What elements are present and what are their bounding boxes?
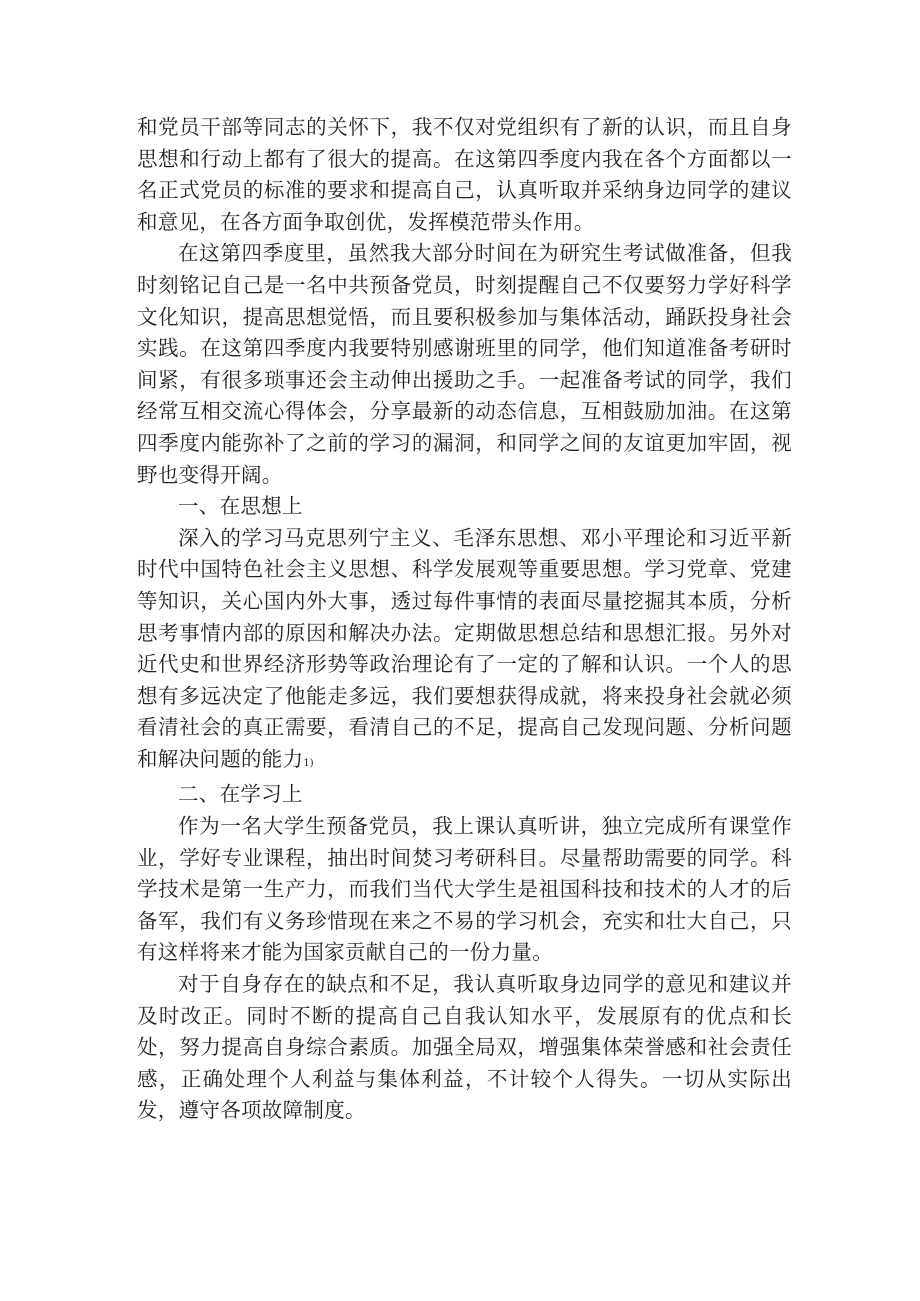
paragraph-shortcomings: 对于自身存在的缺点和不足，我认真听取身边同学的意见和建议并及时改正。同时不断的提高自己自我认知水平，发展原有的优点和长处，努力提高自身综合素质。加强全局双，增强集体荣誉感和社会责任感，正确处理个人利益与集体利益，不计较个人得失。一切从实际出发，遵守各项故障制度。	[137, 972, 792, 1123]
paragraph-fourth-quarter: 在这第四季度里，虽然我大部分时间在为研究生考试做准备，但我时刻铭记自己是一名中共预备党员，时刻提醒自己不仅要努力学好科学文化知识，提高思想觉悟，而且要积极参加与集体活动，踊跃投身社会实践。在这第四季度内我要特别感谢班里的同学，他们知道准备考研时间紧，有很多琐事还会主动伸出援助之手。一起准备考试的同学，我们经常互相交流心得体会，分享最新的动态信息，互相鼓励加油。在这第四季度内能弥补了之前的学习的漏洞，和同学之间的友谊更加牢固，视野也变得开阔。	[137, 241, 792, 487]
paragraph-thought	[137, 523, 792, 780]
paragraph-thought-text: 深入的学习马克思列宁主义、毛泽东思想、邓小平理论和习近平新时代中国特色社会主义思想、科学发展观等重要思想。学习党章、党建等知识，关心国内外大事，透过每件事情的表面尽量挖掘其本质，分析思考事情内部的原因和解决办法。定期做思想总结和思想汇报。另外对近代史和世界经济形势等政治理论有了一定的了解和认识。一个人的思想有多远决定了他能走多远，我们要想获得成就，将来投身社会就必须看清社会的真正需要，看清自己的不足，提高自己发现问题、分析问题和解决问题的能力	[137, 525, 792, 771]
document-body	[137, 112, 792, 1127]
footnote-mark: 1)	[303, 757, 314, 769]
section-heading-study: 二、在学习上	[178, 782, 303, 807]
paragraph-intro-continuation: 和党员干部等同志的关怀下，我不仅对党组织有了新的认识，而且自身思想和行动上都有了很大的提高。在这第四季度内我在各个方面都以一名正式党员的标准的要求和提高自己，认真听取并采纳身边同学的建议和意见，在各方面争取创优，发挥模范带头作用。	[137, 115, 792, 234]
paragraph-study: 作为一名大学生预备党员，我上课认真听讲，独立完成所有课堂作业，学好专业课程，抽出时间焚习考研科目。尽量帮助需要的同学。科学技术是第一生产力，而我们当代大学生是祖国科技和技术的人才的后备军，我们有义务珍惜现在来之不易的学习机会，充实和壮大自己，只有这样将来才能为国家贡献自己的一份力量。	[137, 814, 792, 965]
section-heading-thought: 一、在思想上	[178, 494, 303, 519]
